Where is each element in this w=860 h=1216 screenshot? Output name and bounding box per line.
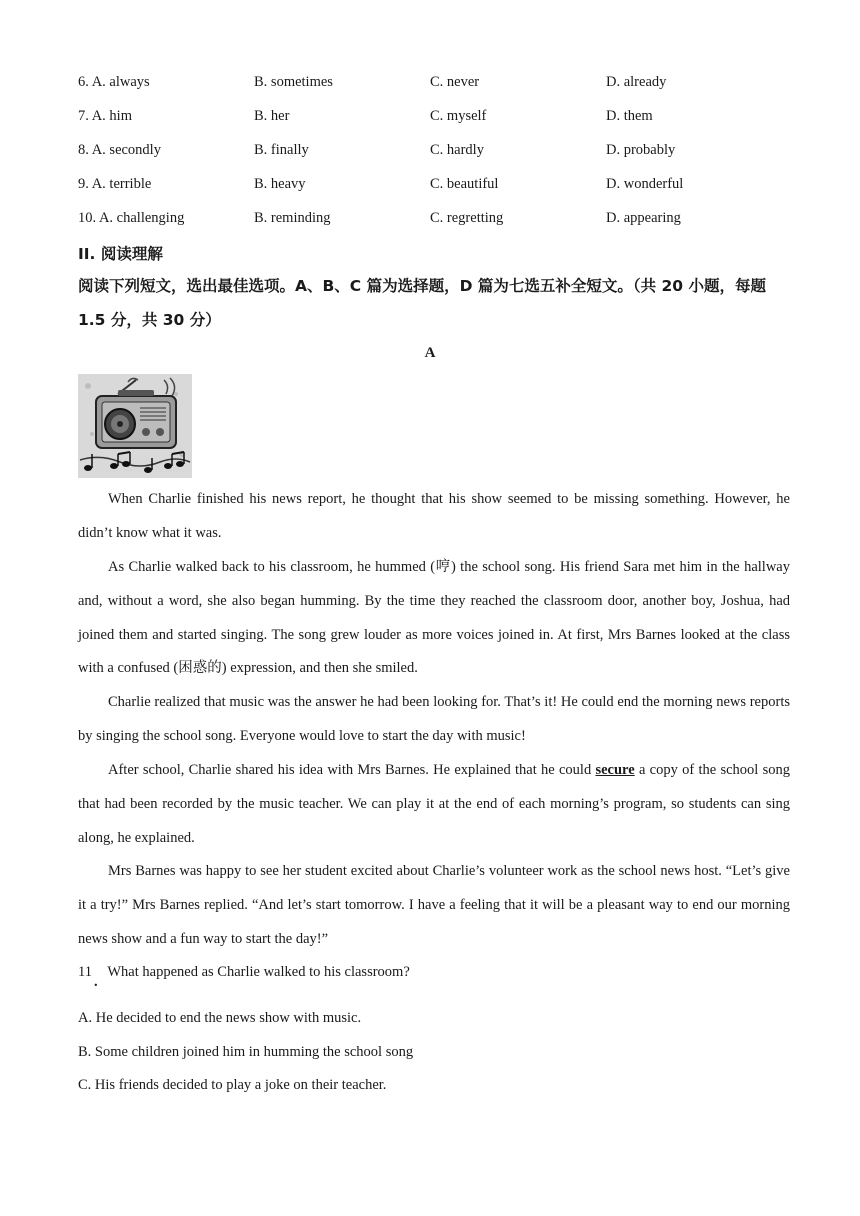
- section-instructions: 阅读下列短文，选出最佳选项。A、B、C 篇为选择题，D 篇为七选五补全短文。（共 20 小题，每题 1.5 分，共 30 分）: [78, 277, 766, 329]
- passage-paragraph-3: Charlie realized that music was the answer he had been looking for. That’s it! He could end the morning news reports by singing the school song. Everyone would love to start the day with music!: [78, 694, 790, 744]
- option-10d: D. appearing: [606, 210, 681, 226]
- option-6b: B. sometimes: [254, 74, 333, 90]
- passage-paragraph-4: [78, 754, 790, 855]
- choice-a: A. He decided to end the news show with music.: [78, 1010, 362, 1026]
- option-6c: C. never: [430, 74, 480, 90]
- section-heading: II. 阅读理解: [78, 245, 163, 263]
- question-number-dot: .: [94, 974, 98, 990]
- option-8a: 8. A. secondly: [78, 142, 161, 158]
- paragraph-4-text-end: a copy of the school song that had been recorded by the music teacher. We can play it at the end of each morning’s program, so students can sing along, he explained.: [78, 762, 790, 846]
- option-8d: D. probably: [606, 142, 676, 158]
- passage-paragraph-1: When Charlie finished his news report, he thought that his show seemed to be missing something. However, he didn’t know what it was.: [78, 491, 790, 541]
- option-7c: C. myself: [430, 108, 487, 124]
- radio-illustration: [78, 374, 192, 478]
- option-9d: D. wonderful: [606, 176, 684, 192]
- option-row-9: [78, 176, 798, 196]
- option-7b: B. her: [254, 108, 290, 124]
- option-7a: 7. A. him: [78, 108, 132, 124]
- option-9a: 9. A. terrible: [78, 176, 152, 192]
- choice-b: B. Some children joined him in humming the school song: [78, 1044, 414, 1060]
- passage-paragraph-2: As Charlie walked back to his classroom, he hummed (哼) the school song. His friend Sara met him in the hallway and, without a word, she also began humming. By the time they reached the classroom door, another boy, Joshua, had joined them and started singing. The song grew louder as more voices joined in. At first, Mrs Barnes looked at the class with a confused (困惑的) expression, and then she smiled.: [78, 559, 790, 677]
- passage-title: A: [424, 345, 436, 361]
- option-8c: C. hardly: [430, 142, 484, 158]
- option-6d: D. already: [606, 74, 667, 90]
- paragraph-4-text-start: After school, Charlie shared his idea with Mrs Barnes. He explained that he could: [108, 762, 596, 778]
- option-row-6: [78, 74, 798, 94]
- option-10b: B. reminding: [254, 210, 331, 226]
- question-11: [78, 964, 410, 990]
- question-number-text: 11: [78, 964, 92, 980]
- option-row-8: [78, 142, 798, 162]
- option-10c: C. regretting: [430, 210, 504, 226]
- option-row-7: [78, 108, 798, 128]
- option-9b: B. heavy: [254, 176, 306, 192]
- option-row-10: [78, 210, 798, 230]
- option-9c: C. beautiful: [430, 176, 499, 192]
- option-7d: D. them: [606, 108, 653, 124]
- question-number: [78, 964, 104, 990]
- option-6a: 6. A. always: [78, 74, 150, 90]
- underlined-word: secure: [595, 762, 635, 778]
- option-10a: 10. A. challenging: [78, 210, 185, 226]
- question-text: What happened as Charlie walked to his classroom?: [107, 964, 410, 980]
- passage-paragraph-5: Mrs Barnes was happy to see her student excited about Charlie’s volunteer work as the school news host. “Let’s give it a try!” Mrs Barnes replied. “And let’s start tomorrow. I have a feeling that it will be a pleasant way to end our morning news show and a fun way to start the day!”: [78, 863, 790, 947]
- choice-c: C. His friends decided to play a joke on their teacher.: [78, 1077, 387, 1093]
- option-8b: B. finally: [254, 142, 309, 158]
